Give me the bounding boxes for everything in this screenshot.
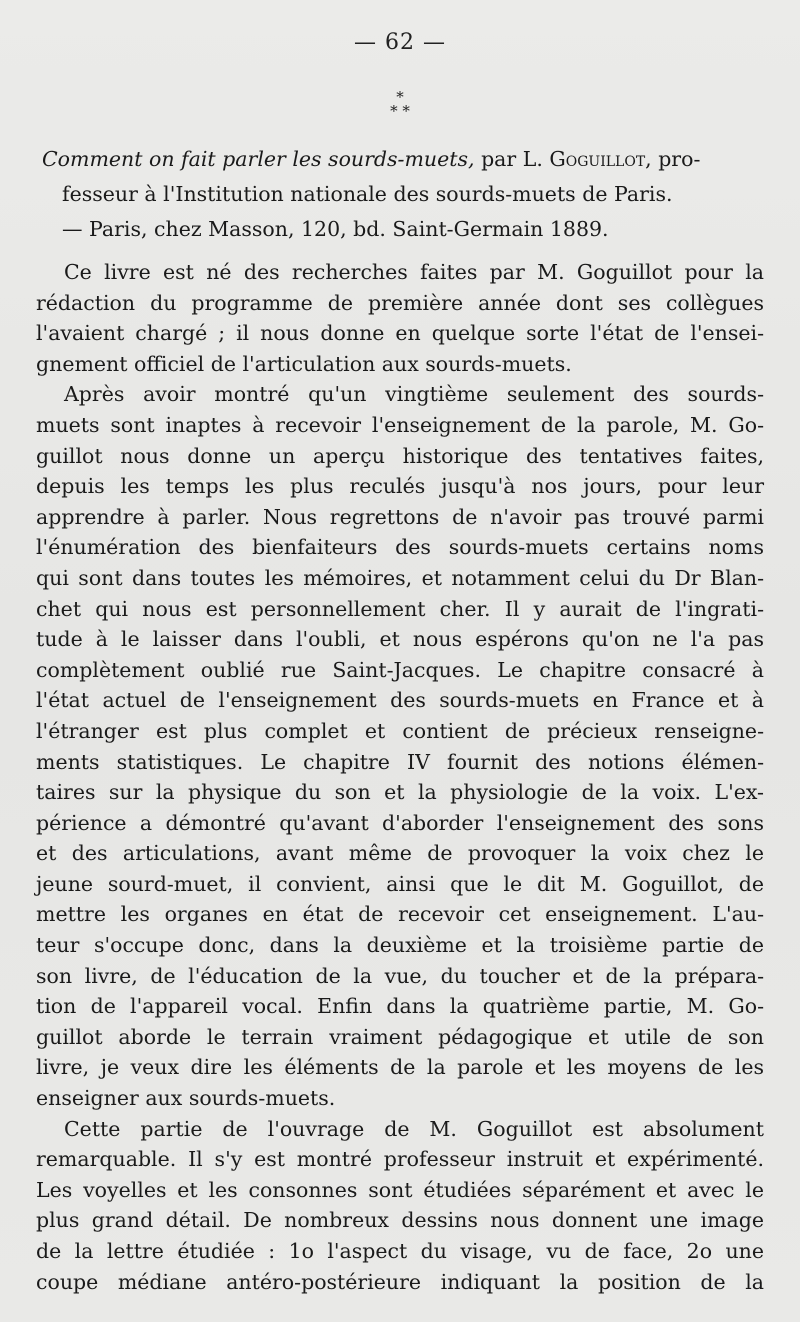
bibliographic-citation [42,142,760,247]
paragraph-2-line: mettre les organes en état de recevoir cet enseignement. L'au- [36,902,764,927]
paragraph-2-line: guillot nous donne un aperçu historique des tentatives faites, [36,443,764,468]
paragraph-2-line: depuis les temps les plus reculés jusqu'à nos jours, pour leur [36,474,764,499]
paragraph-2-line: enseigner aux sourds-muets. [36,1086,336,1111]
paragraph-2-line: périence a démontré qu'avant d'aborder l'enseignement des sons [36,810,764,835]
citation-line-2: fesseur à l'Institution nationale des sourds-muets de Paris. [62,182,673,206]
paragraph-2-line: et des articulations, avant même de provoquer la voix chez le [36,841,764,866]
paragraph-2-line: teur s'occupe donc, dans la deuxième et la troisième partie de [36,933,764,958]
paragraph-2-line: apprendre à parler. Nous regrettons de n'avoir pas trouvé parmi [36,504,764,529]
paragraph-2-line: l'étranger est plus complet et contient de précieux renseigne- [36,718,764,743]
paragraph-2-line: livre, je veux dire les éléments de la parole et les moyens de les [36,1055,764,1080]
paragraph-2-line: ments statistiques. Le chapitre IV fournit des notions élémen- [36,749,764,774]
paragraph-1-line: Ce livre est né des recherches faites par M. Goguillot pour la [64,260,764,284]
paragraph-1-line: l'avaient chargé ; il nous donne en quelque sorte l'état de l'ensei- [36,321,764,346]
paragraph-2-line: jeune sourd-muet, il convient, ainsi que le dit M. Goguillot, de [36,871,764,896]
asterism-top: * [396,88,404,106]
paragraph-2-line: tion de l'appareil vocal. Enfin dans la quatrième partie, M. Go- [36,994,764,1019]
paragraph-1-line: rédaction du programme de première année dont ses collègues [36,290,764,315]
citation-by: par L. [474,147,550,171]
book-title: Comment on fait parler les sourds-muets, [42,147,475,171]
paragraph-1-line: gnement officiel de l'articulation aux sourds-muets. [36,351,572,376]
paragraph-2-line: qui sont dans toutes les mémoires, et notamment celui du Dr Blan- [36,565,764,590]
citation-line-1 [42,142,760,177]
paragraph-3-line: plus grand détail. De nombreux dessins nous donnent une image [36,1208,764,1233]
paragraph-3-line: remarquable. Il s'y est montré professeur instruit et expérimenté. [36,1147,764,1172]
paragraph-3-line: coupe médiane antéro-postérieure indiquant la position de la [36,1269,764,1294]
asterism-bottom: * * [390,102,410,120]
paragraph-2-line: son livre, de l'éducation de la vue, du toucher et de la prépara- [36,963,764,988]
paragraph-3-line: Les voyelles et les consonnes sont étudiées séparément et avec le [36,1177,764,1202]
paragraph-3-line: de la lettre étudiée : 1o l'aspect du visage, vu de face, 2o une [36,1239,764,1263]
citation-line-3: — Paris, chez Masson, 120, bd. Saint-Germain 1889. [62,217,609,241]
citation-line-1-rest: , pro- [645,147,701,171]
paragraph-2-line: l'état actuel de l'enseignement des sourds-muets en France et à [36,688,764,713]
author-name: Goguillot [549,147,646,171]
page-number: — 62 — [354,30,446,55]
review-body [36,257,764,1297]
paragraph-2-line: guillot aborde le terrain vraiment pédagogique et utile de son [36,1024,764,1049]
paragraph-2-line: chet qui nous est personnellement cher. Il y aurait de l'ingrati- [36,596,764,621]
paragraph-2-line: complètement oublié rue Saint-Jacques. Le chapitre consacré à [36,657,764,682]
asterism-separator [0,90,800,118]
paragraph-3-line: Cette partie de l'ouvrage de M. Goguillot est absolument [64,1116,764,1141]
paragraph-2-line: muets sont inaptes à recevoir l'enseignement de la parole, M. Go- [36,412,764,437]
paragraph-2-line: Après avoir montré qu'un vingtième seulement des sourds- [64,382,764,407]
paragraph-2-line: l'énumération des bienfaiteurs des sourds-muets certains noms [36,535,764,560]
paragraph-2-line: taires sur la physique du son et la physiologie de la voix. L'ex- [36,780,764,805]
paragraph-2-line: tude à le laisser dans l'oubli, et nous espérons qu'on ne l'a pas [36,627,764,652]
